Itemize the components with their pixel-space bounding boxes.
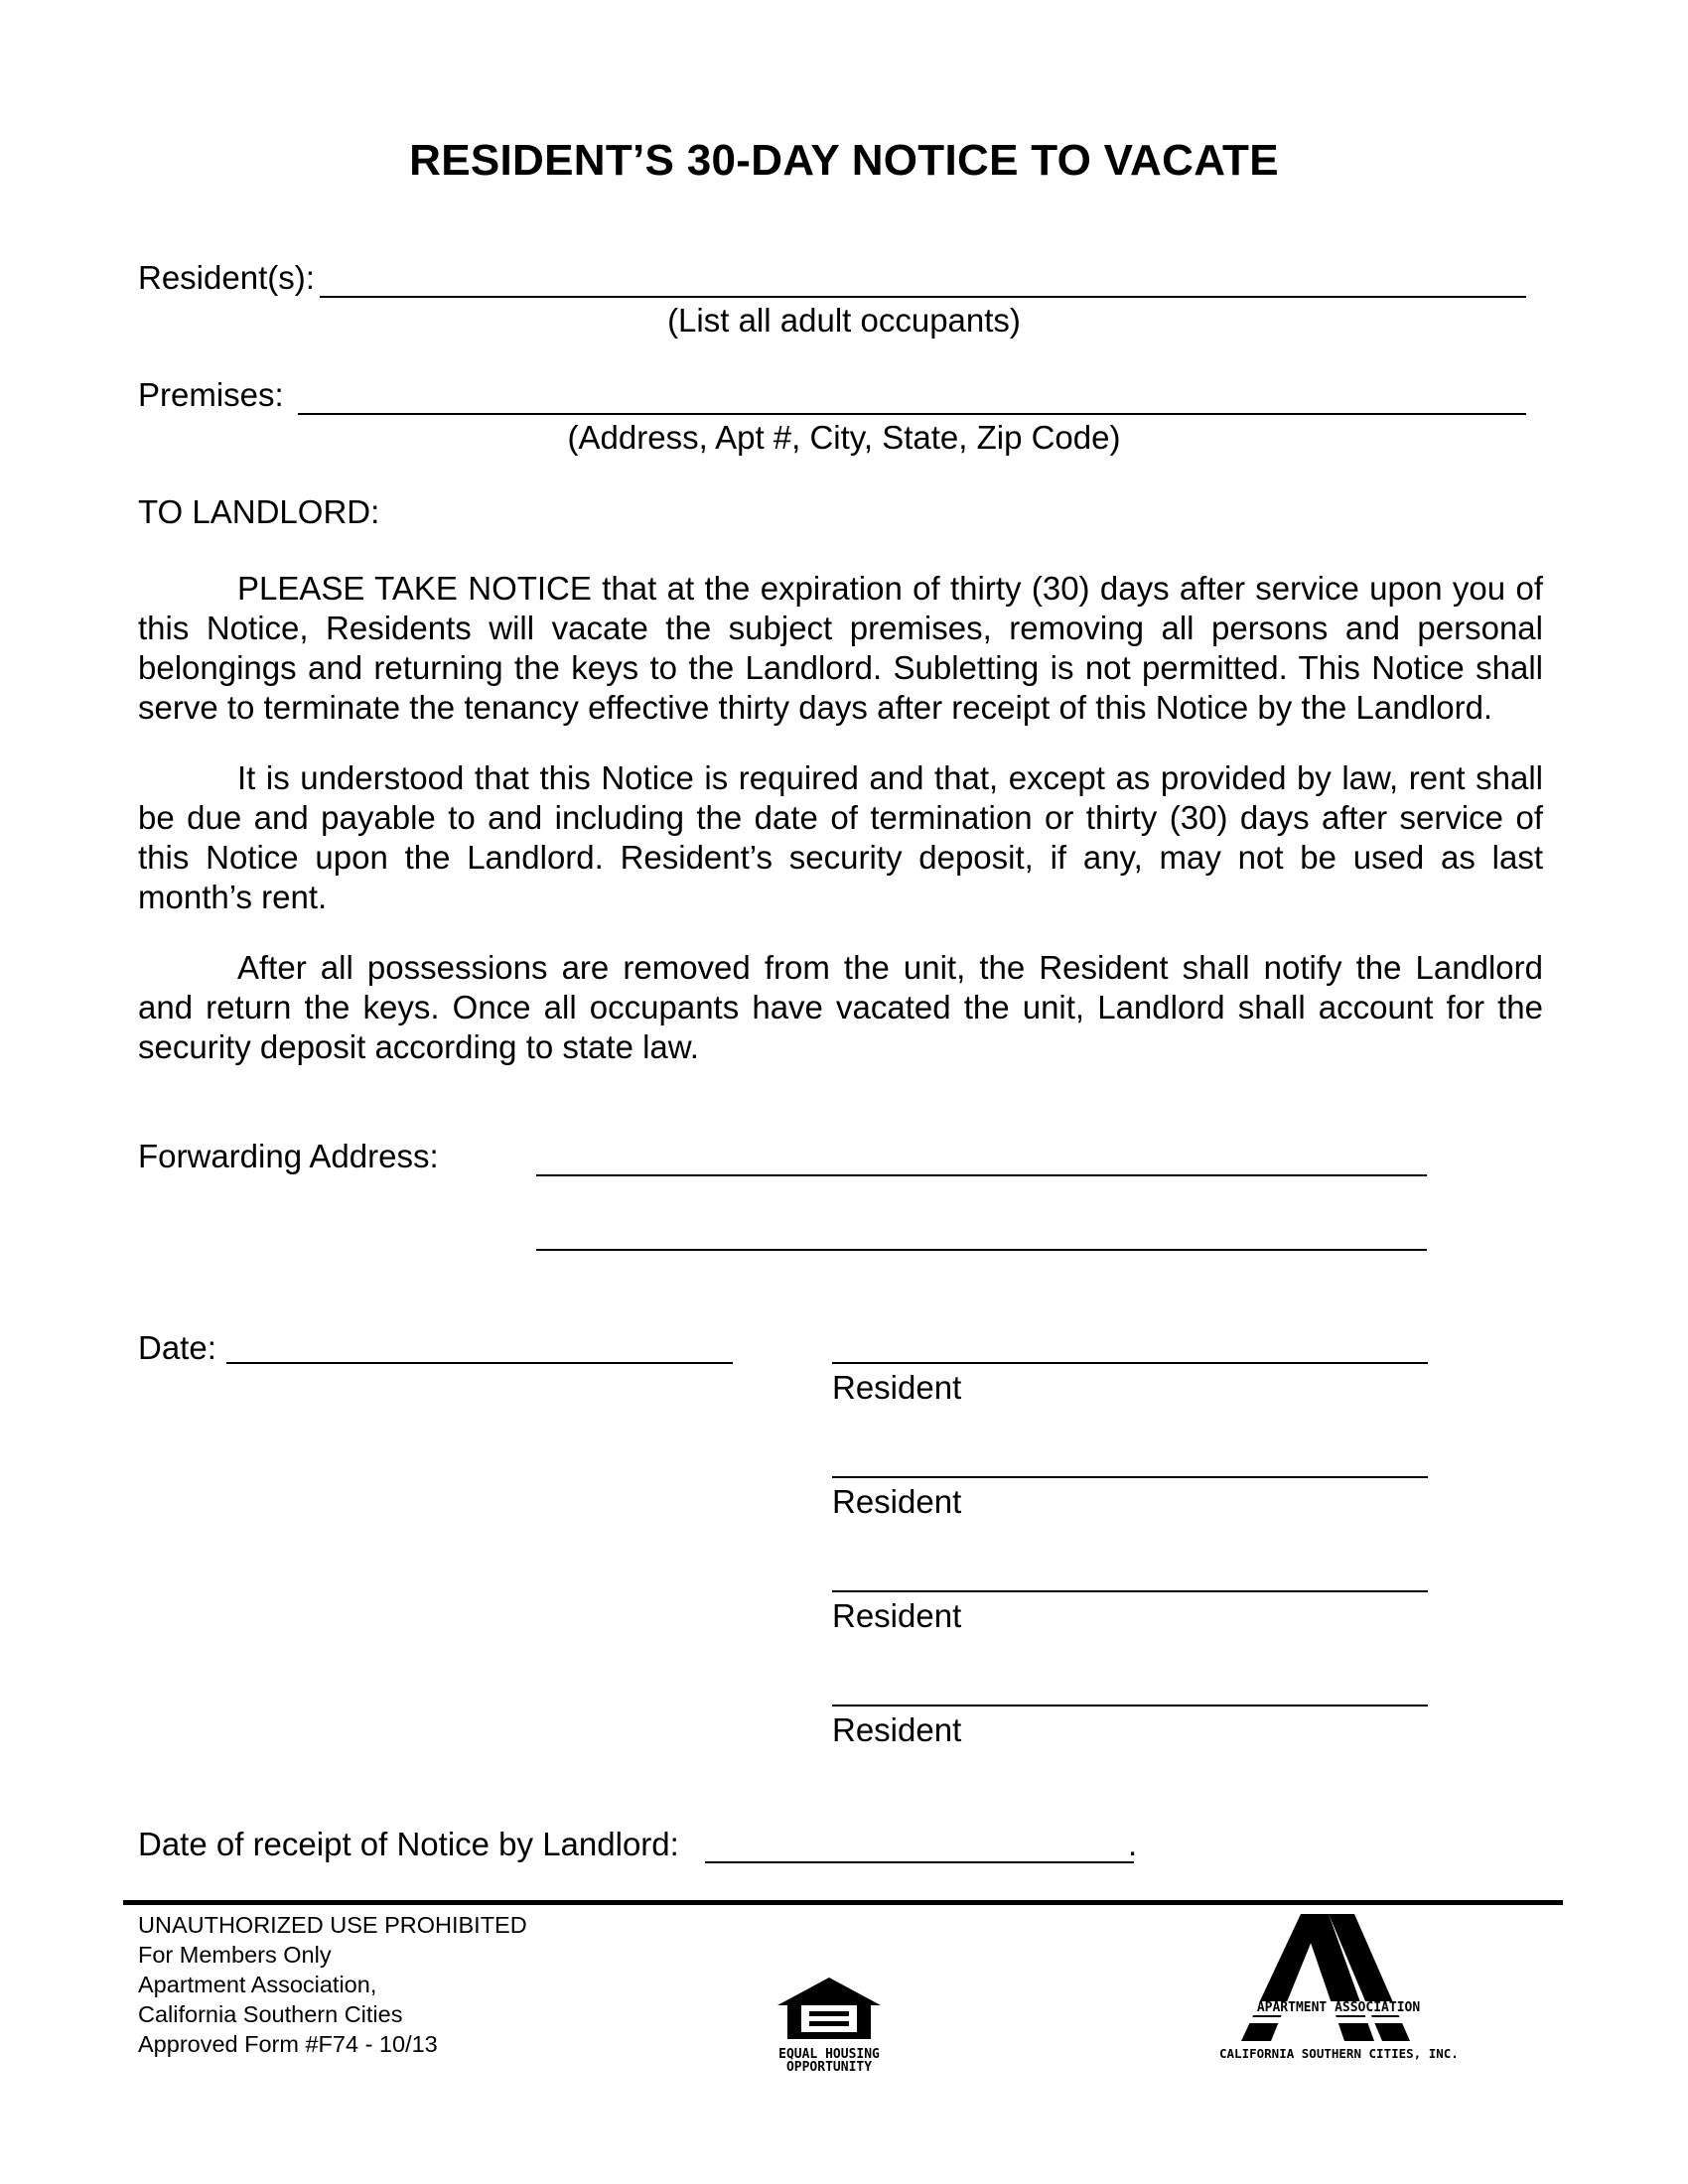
aa-line-1: APARTMENT ASSOCIATION — [1219, 2001, 1458, 2015]
resident-signature-line-1[interactable] — [832, 1362, 1428, 1364]
equal-housing-logo — [770, 1976, 889, 2075]
house-icon — [770, 1976, 889, 2043]
footer-line: UNAUTHORIZED USE PROHIBITED — [138, 1912, 527, 1938]
page-title: RESIDENT’S 30-DAY NOTICE TO VACATE — [409, 136, 1279, 185]
rent-paragraph: It is understood that this Notice is required and that, except as provided by law, rent shall be due and payable to and including the date of termination or thirty (30) days after service of this Notice upon the Landlord. Resident’s security deposit, if any, may not be used as last month’s rent. — [138, 759, 1543, 915]
date-field[interactable] — [226, 1362, 733, 1364]
receipt-period: . — [1128, 1826, 1138, 1862]
apartment-association-logo — [1219, 1910, 1458, 2079]
residents-note: (List all adult occupants) — [667, 302, 1021, 339]
footer-line: For Members Only — [138, 1942, 332, 1968]
forwarding-address-label: Forwarding Address: — [138, 1138, 439, 1174]
receipt-date-field[interactable] — [705, 1861, 1134, 1863]
receipt-date-label: Date of receipt of Notice by Landlord: — [138, 1826, 679, 1862]
to-landlord-heading: TO LANDLORD: — [138, 493, 380, 530]
premises-note: (Address, Apt #, City, State, Zip Code) — [567, 419, 1121, 456]
date-label: Date: — [138, 1329, 216, 1366]
resident-signature-label-1: Resident — [832, 1369, 962, 1406]
resident-signature-line-3[interactable] — [832, 1590, 1428, 1592]
aa-emblem-icon — [1219, 1910, 1458, 2041]
deposit-paragraph: After all possessions are removed from the unit, the Resident shall notify the Landlord and return the keys. Once all occupants have vacated the unit, Landlord shall account for the security deposit according to state law. — [138, 949, 1543, 1065]
resident-signature-line-4[interactable] — [832, 1705, 1428, 1706]
footer-line: Approved Form #F74 - 10/13 — [138, 2031, 438, 2057]
resident-signature-label-3: Resident — [832, 1597, 962, 1634]
footer-divider — [123, 1900, 1563, 1905]
aa-line-2: CALIFORNIA SOUTHERN CITIES, INC. — [1219, 2046, 1459, 2061]
notice-paragraph: PLEASE TAKE NOTICE that at the expiration of thirty (30) days after service upon you of this Notice, Residents will vacate the subject premises, removing all persons and personal belongings and returning the keys to the Landlord. Subletting is not permitted. This Notice shall serve to terminate the tenancy effective thirty days after receipt of this Notice by the Landlord. — [138, 570, 1543, 726]
footer-line: Apartment Association, — [138, 1972, 377, 1997]
forwarding-address-line-2[interactable] — [536, 1249, 1427, 1251]
forwarding-address-line-1[interactable] — [536, 1174, 1427, 1176]
residents-field[interactable] — [320, 296, 1526, 298]
resident-signature-label-4: Resident — [832, 1711, 962, 1748]
eho-line-1: EQUAL HOUSING — [778, 2047, 880, 2062]
residents-label: Resident(s): — [138, 259, 315, 296]
footer-notice — [138, 1910, 527, 2059]
eho-line-2: OPPORTUNITY — [785, 2060, 873, 2075]
premises-field[interactable] — [298, 413, 1526, 415]
footer-line: California Southern Cities — [138, 2001, 403, 2027]
resident-signature-line-2[interactable] — [832, 1476, 1428, 1478]
premises-label: Premises: — [138, 376, 284, 413]
resident-signature-label-2: Resident — [832, 1483, 962, 1520]
